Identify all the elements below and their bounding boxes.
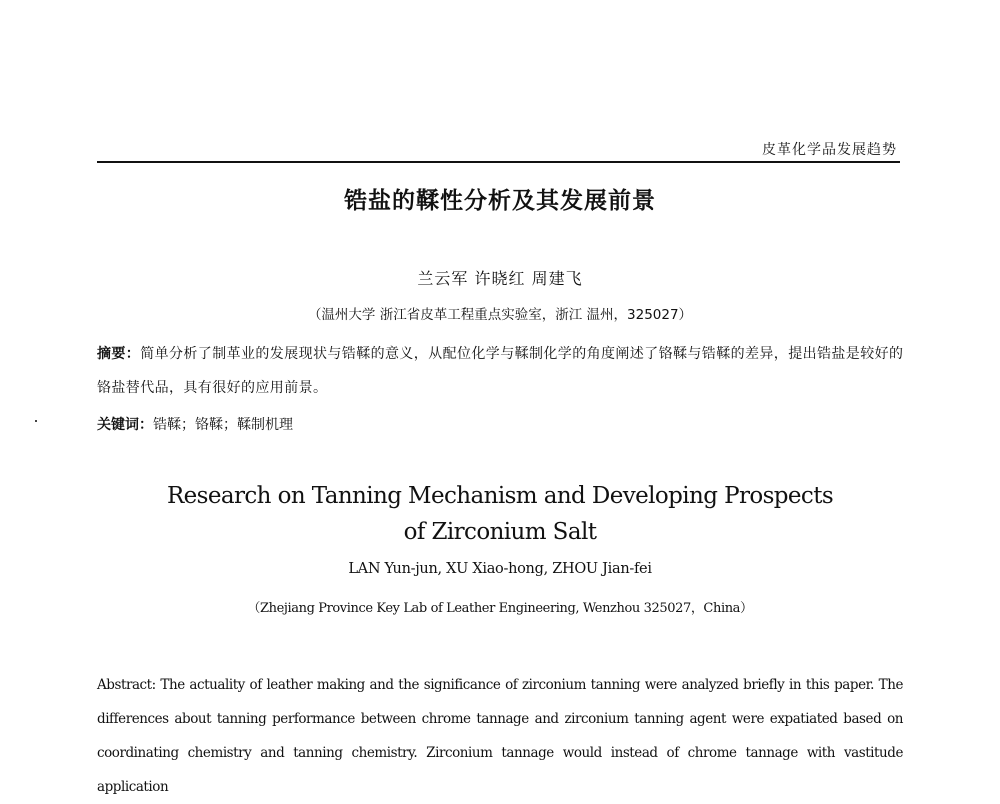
chinese-keywords-text: 锆鞣；铬鞣；鞣制机理 [153, 417, 293, 433]
chinese-affiliation: （温州大学 浙江省皮革工程重点实验室，浙江 温州，325027） [307, 307, 693, 323]
header-rule [97, 161, 900, 163]
chinese-abstract-label: 摘要： [97, 346, 141, 362]
english-title-line-1: Research on Tanning Mechanism and Developing Prospects [166, 483, 834, 509]
chinese-keywords [97, 414, 293, 434]
english-authors: LAN Yun-jun, XU Xiao-hong, ZHOU Jian-fei [348, 561, 652, 577]
chinese-abstract [97, 337, 905, 405]
scan-artifact-dot [35, 420, 37, 422]
english-title [0, 478, 1000, 550]
english-title-line-2: of Zirconium Salt [403, 519, 597, 545]
running-head: 皮革化学品发展趋势 [762, 142, 897, 158]
english-abstract [97, 668, 903, 804]
english-abstract-label: Abstract: [97, 677, 156, 693]
chinese-title: 锆盐的鞣性分析及其发展前景 [344, 188, 656, 214]
chinese-authors: 兰云军 许晓红 周建飞 [417, 269, 583, 288]
english-abstract-text: The actuality of leather making and the significance of zirconium tanning were analyzed briefly in this paper. The differences about tanning performance between chrome tannage and zirconium tanning agent were expatiated based on coordinating chemistry and tanning chemistry. Zirconium tannage would instead of chrome tannage with vastitude application [97, 677, 903, 795]
chinese-abstract-text: 简单分析了制革业的发展现状与锆鞣的意义，从配位化学与鞣制化学的角度阐述了铬鞣与锆鞣的差异，提出锆盐是较好的铬盐替代品，具有很好的应用前景。 [97, 346, 904, 396]
chinese-keywords-label: 关键词： [97, 417, 153, 433]
english-affiliation: （Zhejiang Province Key Lab of Leather Engineering, Wenzhou 325027，China） [247, 601, 753, 616]
